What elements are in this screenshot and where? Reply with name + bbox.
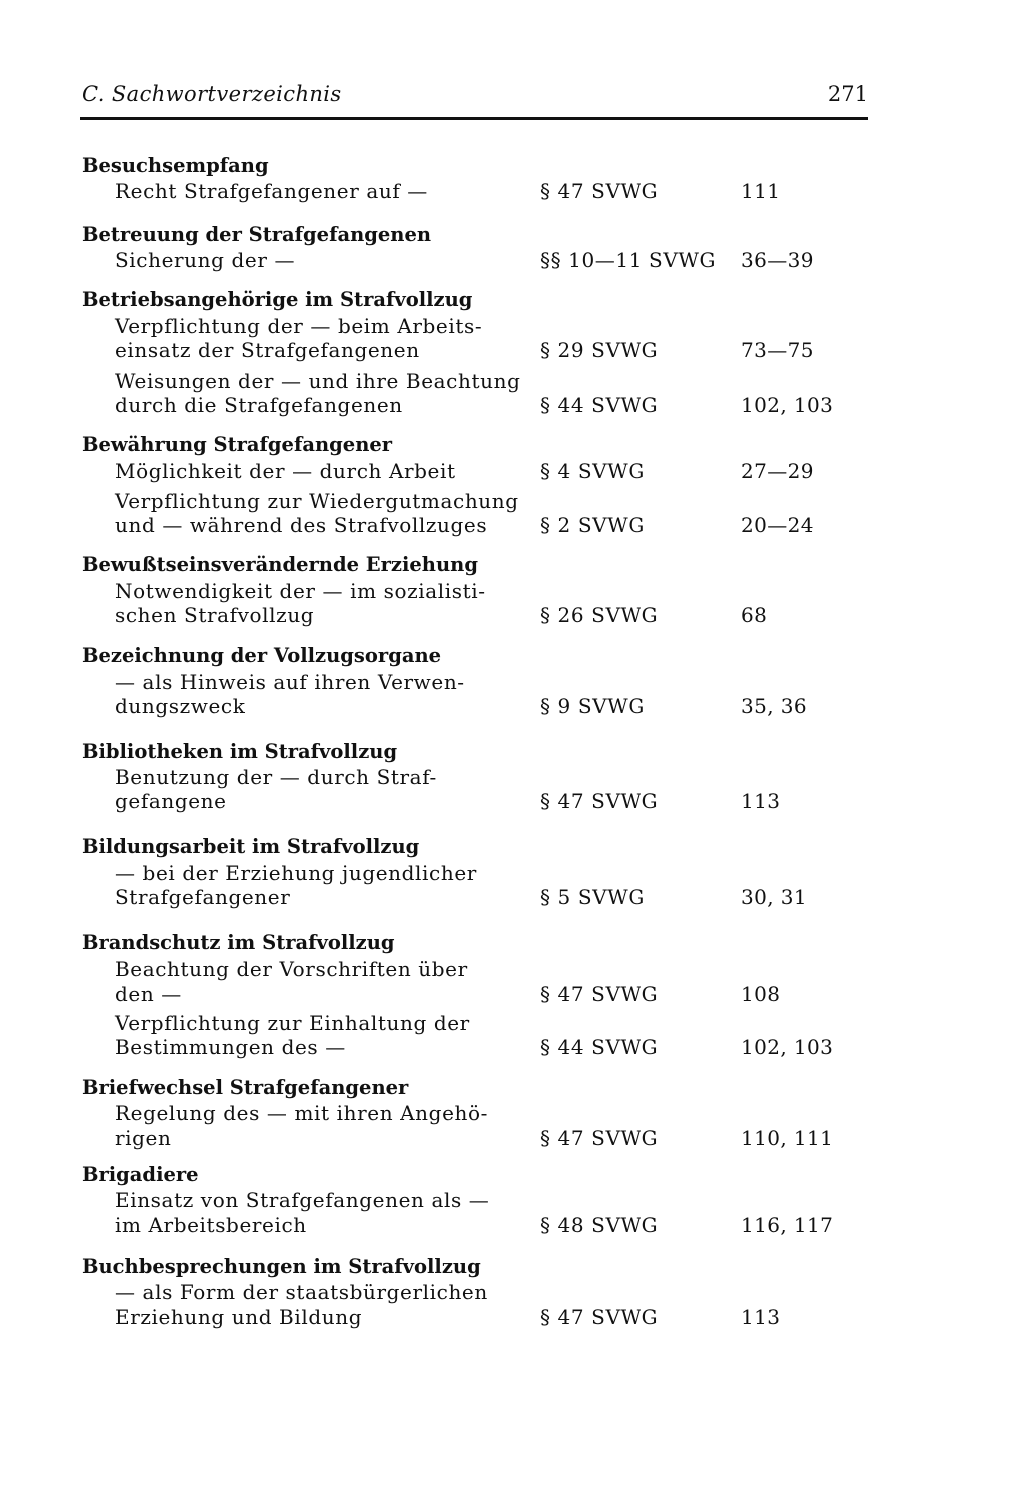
subentry-text: — bei der Erziehung jugendlicher	[115, 861, 477, 885]
subentry-text: den —	[115, 982, 182, 1006]
entry-heading: Bewußtseinsverändernde Erziehung	[82, 553, 478, 576]
entry-heading: Brandschutz im Strafvollzug	[82, 931, 395, 954]
subentry-text: Verpflichtung zur Einhaltung der	[115, 1011, 470, 1035]
page-reference: 113	[741, 1305, 781, 1329]
subentry-text: Regelung des — mit ihren Angehö-	[115, 1101, 488, 1125]
legal-reference: § 47 SVWG	[540, 789, 659, 813]
subentry-text: Beachtung der Vorschriften über	[115, 957, 468, 981]
subentry-text: Weisungen der — und ihre Beachtung	[115, 369, 521, 393]
legal-reference: § 47 SVWG	[540, 1126, 659, 1150]
legal-reference: § 47 SVWG	[540, 982, 659, 1006]
page-reference: 20—24	[741, 513, 814, 537]
page-reference: 27—29	[741, 459, 814, 483]
legal-reference: § 2 SVWG	[540, 513, 645, 537]
page-reference: 111	[741, 179, 781, 203]
page-reference: 73—75	[741, 338, 814, 362]
entry-heading: Bezeichnung der Vollzugsorgane	[82, 644, 442, 667]
subentry-text: Erziehung und Bildung	[115, 1305, 363, 1329]
legal-reference: § 44 SVWG	[540, 393, 659, 417]
entry-heading: Betreuung der Strafgefangenen	[82, 223, 432, 246]
subentry-text: dungszweck	[115, 694, 246, 718]
entry-heading: Bibliotheken im Strafvollzug	[82, 740, 398, 763]
subentry-text: und — während des Strafvollzuges	[115, 513, 488, 537]
subentry-text: Verpflichtung zur Wiedergutmachung	[115, 489, 519, 513]
subentry-text: Recht Strafgefangener auf —	[115, 179, 428, 203]
subentry-text: einsatz der Strafgefangenen	[115, 338, 420, 362]
subentry-text: — als Hinweis auf ihren Verwen-	[115, 670, 465, 694]
subentry-text: Bestimmungen des —	[115, 1035, 346, 1059]
page-reference: 116, 117	[741, 1213, 834, 1237]
page-reference: 30, 31	[741, 885, 808, 909]
page-reference: 102, 103	[741, 1035, 834, 1059]
entry-heading: Bildungsarbeit im Strafvollzug	[82, 835, 420, 858]
subentry-text: — als Form der staatsbürgerlichen	[115, 1280, 488, 1304]
page-reference: 68	[741, 603, 768, 627]
subentry-text: Einsatz von Strafgefangenen als —	[115, 1188, 490, 1212]
legal-reference: § 9 SVWG	[540, 694, 645, 718]
subentry-text: im Arbeitsbereich	[115, 1213, 307, 1237]
entry-heading: Brigadiere	[82, 1163, 199, 1186]
legal-reference: § 47 SVWG	[540, 179, 659, 203]
legal-reference: §§ 10—11 SVWG	[540, 248, 717, 272]
subentry-text: Strafgefangener	[115, 885, 291, 909]
subentry-text: Möglichkeit der — durch Arbeit	[115, 459, 456, 483]
legal-reference: § 29 SVWG	[540, 338, 659, 362]
entry-heading: Buchbesprechungen im Strafvollzug	[82, 1255, 481, 1278]
legal-reference: § 44 SVWG	[540, 1035, 659, 1059]
subentry-text: schen Strafvollzug	[115, 603, 315, 627]
subentry-text: Verpflichtung der — beim Arbeits-	[115, 314, 483, 338]
subentry-text: Notwendigkeit der — im sozialisti-	[115, 579, 486, 603]
entry-heading: Besuchsempfang	[82, 154, 269, 177]
page-reference: 108	[741, 982, 781, 1006]
page-reference: 102, 103	[741, 393, 834, 417]
page-reference: 110, 111	[741, 1126, 834, 1150]
legal-reference: § 47 SVWG	[540, 1305, 659, 1329]
legal-reference: § 4 SVWG	[540, 459, 645, 483]
subentry-text: Sicherung der —	[115, 248, 296, 272]
legal-reference: § 26 SVWG	[540, 603, 659, 627]
subentry-text: rigen	[115, 1126, 172, 1150]
subentry-text: durch die Strafgefangenen	[115, 393, 403, 417]
legal-reference: § 48 SVWG	[540, 1213, 659, 1237]
page-number: 271	[827, 82, 868, 106]
page-reference: 36—39	[741, 248, 814, 272]
entry-heading: Bewährung Strafgefangener	[82, 433, 393, 456]
page-reference: 113	[741, 789, 781, 813]
entry-heading: Betriebsangehörige im Strafvollzug	[82, 288, 473, 311]
legal-reference: § 5 SVWG	[540, 885, 645, 909]
page-reference: 35, 36	[741, 694, 808, 718]
running-title: C. Sachwortverzeichnis	[82, 82, 342, 106]
subentry-text: gefangene	[115, 789, 227, 813]
subentry-text: Benutzung der — durch Straf-	[115, 765, 437, 789]
entry-heading: Briefwechsel Strafgefangener	[82, 1076, 409, 1099]
